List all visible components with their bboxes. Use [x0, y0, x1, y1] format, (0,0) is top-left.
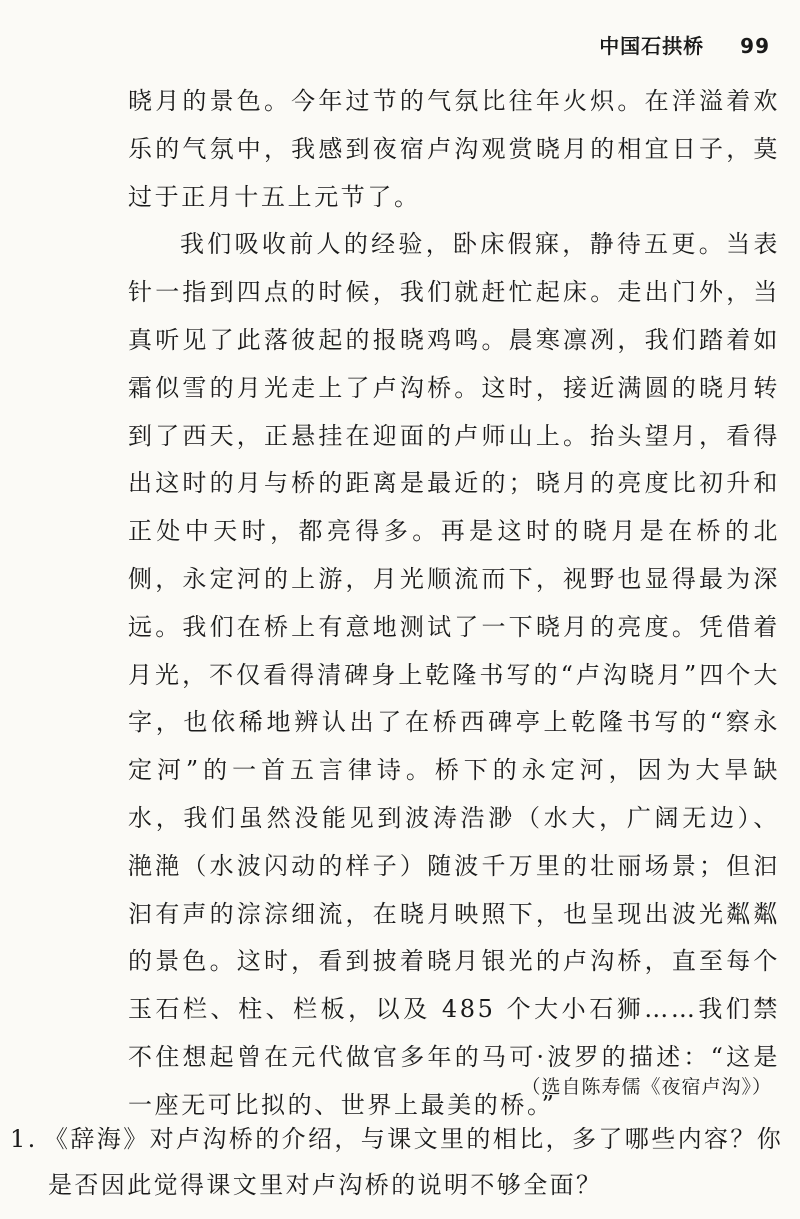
- paragraph-1: 晓月的景色。今年过节的气氛比往年火炽。在洋溢着欢乐的气氛中，我感到夜宿卢沟观赏晓月的相宜日子，莫过于正月十五上元节了。: [128, 87, 780, 211]
- question-number: 1.: [10, 1125, 38, 1153]
- article-body: [128, 78, 780, 1130]
- chapter-title: 中国石拱桥: [599, 34, 705, 58]
- question-line-2: 是否因此觉得课文里对卢沟桥的说明不够全面？: [48, 1171, 603, 1199]
- page-number: 99: [740, 34, 770, 58]
- source-citation: （选自陈寿儒《夜宿卢沟》）: [521, 1076, 772, 1098]
- paragraph-2: 我们吸收前人的经验，卧床假寐，静待五更。当表针一指到四点的时候，我们就赶忙起床。走出门外，当真听见了此落彼起的报晓鸡鸣。晨寒凛冽，我们踏着如霜似雪的月光走上了卢沟桥。这时，接近满圆的晓月转到了西天，正悬挂在迎面的卢师山上。抬头望月，看得出这时的月与桥的距离是最近的；晓月的亮度比初升和正处中天时，都亮得多。再是这时的晓月是在桥的北侧，永定河的上游，月光顺流而下，视野也显得最为深远。我们在桥上有意地测试了一下晓月的亮度。凭借着月光，不仅看得清碑身上乾隆书写的“卢沟晓月”四个大字，也依稀地辨认出了在桥西碑亭上乾隆书写的“察永定河”的一首五言律诗。桥下的永定河，因为大旱缺水，我们虽然没能见到波涛浩渺（水大，广阔无边）、滟滟（水波闪动的样子）随波千万里的壮丽场景；但汩汩有声的淙淙细流，在晓月映照下，也呈现出波光粼粼的景色。这时，看到披着晓月银光的卢沟桥，直至每个玉石栏、柱、栏板，以及 485 个大小石狮……我们禁不住想起曾在元代做官多年的马可·波罗的描述：“这是一座无可比拟的、世界上最美的桥。”: [128, 230, 780, 1119]
- exercise-question: [10, 1116, 790, 1208]
- question-line-1: 《辞海》对卢沟桥的介绍，与课文里的相比，多了哪些内容？你: [44, 1125, 784, 1153]
- page-header: [599, 30, 770, 59]
